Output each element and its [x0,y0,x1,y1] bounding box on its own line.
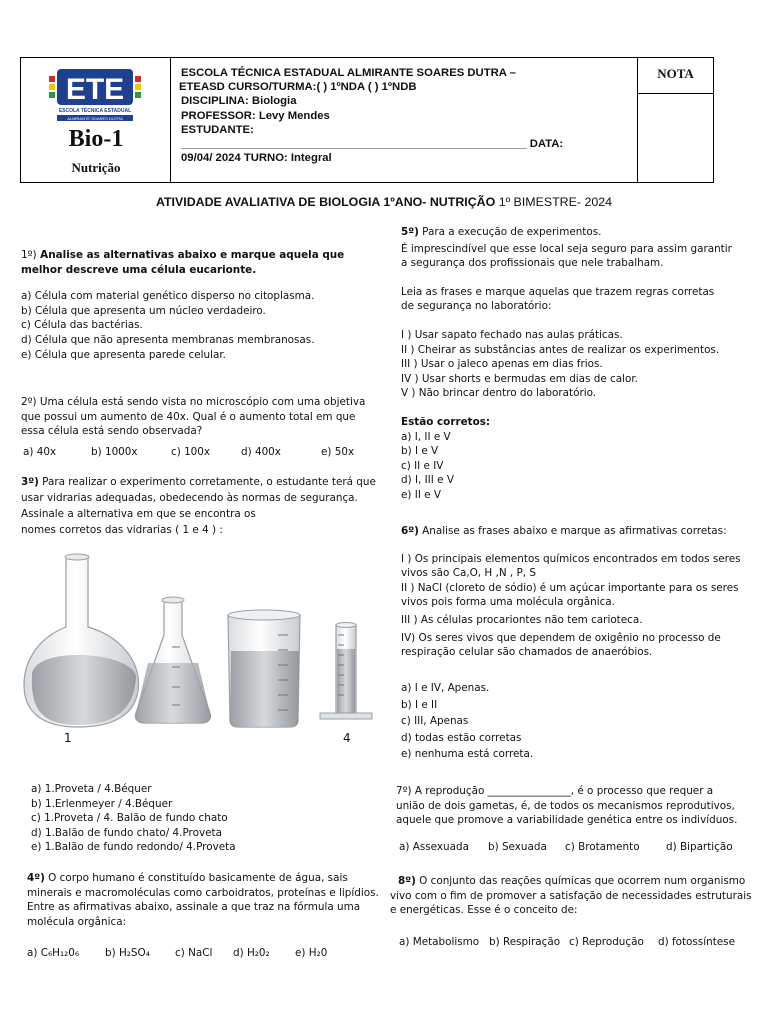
q5-item-5: V ) Não brincar dentro do laboratório. [401,387,597,400]
q2-options [23,445,354,460]
graduated-cylinder [320,623,372,720]
badge-subtitle: Nutrição [71,160,121,175]
q6-item-1-cont: vivos são Ca,O, H ,N , P, S [401,567,536,580]
q8-number: 8º) [398,875,416,887]
q5-item-2: II ) Cheirar as substâncias antes de realizar os experimentos. [401,343,720,356]
beaker [228,610,300,727]
ete-logo [45,66,145,122]
q8-options [399,935,735,950]
q7-option-b[interactable]: b) Sexuada [488,841,547,853]
logo-text: ETE [65,73,125,106]
nota-label: NOTA [638,58,713,94]
q7-stem-3: aquele que promove a variabilidade genética entre os indivíduos [396,814,735,827]
q6-item-4: IV) Os seres vivos que dependem de oxigênio no processo de [401,631,721,644]
question-1 [21,248,344,362]
title-bold: ATIVIDADE AVALIATIVA DE BIOLOGIA 1ºANO- NUTRIÇÃO [155,195,496,209]
q3-stem-4: nomes corretos das vidrarias ( 1 e 4 ) : [21,524,223,536]
q6-item-2: II ) NaCl (cloreto de sódio) é um açúcar importante para os seres [401,581,739,594]
q1-stem-2: melhor descreve uma célula eucarionte. [21,263,257,276]
turno-line: 09/04/ 2024 TURNO: Integral [181,152,332,165]
q4-option-c[interactable]: c) NaCl [175,947,213,959]
header-logo-cell [21,58,171,182]
q4-stem-1: O corpo humano é constituído basicamente de água, sais [44,872,348,884]
header-table [20,57,714,183]
round-bottom-flask [24,554,139,727]
q8-stem-1: O conjunto das reações químicas que ocorrem num organismo [415,875,746,887]
q7-stem-1: 7º) A reprodução ________________, é o processo que requer a [396,785,714,797]
glassware-illustration [22,545,376,730]
logo-caption: ALMIRANTE SOARES DUTRA [67,116,123,121]
q2-option-b[interactable]: b) 1000x [91,446,138,458]
question-2 [21,395,365,439]
q8-option-c[interactable]: c) Reprodução [569,936,644,948]
q3-stem-1: Para realizar o experimento corretamente, o estudante terá que [38,476,376,488]
q7-options [399,840,733,855]
q4-option-e[interactable]: e) H₂0 [295,947,328,959]
q6-item-1: I ) Os principais elementos químicos encontrados em todos seres [401,552,741,565]
question-5 [401,225,732,503]
q6-option-b[interactable]: b) I e II [401,698,438,711]
q5-stem-2: É imprescindível que esse local seja seguro para assim garantir [401,242,732,255]
q8-stem-3: e energéticas. Esse é o conceito de: [390,904,578,917]
q7-option-c[interactable]: c) Brotamento [565,841,640,853]
q6-stem: Analise as frases abaixo e marque as afirmativas corretas: [418,525,727,537]
q5-stem-3: a segurança dos profissionais que nele trabalham. [401,257,664,270]
q2-option-d[interactable]: d) 400x [241,446,281,458]
q4-stem-2: minerais e macromoléculas como carboidratos, proteínas e lipídios. [27,886,379,899]
q5-stem-4: Leia as frases e marque aquelas que trazem regras corretas [401,285,715,298]
q5-item-3: III ) Usar o jaleco apenas em dias frios. [401,358,603,371]
logo-subtext: ESCOLA TÉCNICA ESTADUAL [58,108,132,114]
q4-stem-3: Entre as afirmativas abaixo, assinale a que traz na fórmula uma [27,901,361,914]
q3-option-b[interactable]: b) 1.Erlenmeyer / 4.Béquer [31,797,173,810]
glassware-label-4: 4 [343,731,351,745]
q1-option-c[interactable]: c) Célula das bactérias. [21,319,143,332]
q6-item-3: III ) As células procariontes não tem carioteca. [401,613,643,626]
student-line: ESTUDANTE: [181,123,254,136]
q5-correct-label: Estão corretos: [401,415,491,428]
q3-stem-3: Assinale a alternativa em que se encontra os [21,508,256,520]
q6-item-2-cont: vivos pois forma uma molécula orgânica. [401,596,615,609]
q1-option-d[interactable]: d) Célula que não apresenta membranas membranosas. [21,333,315,346]
date-line: _______________________________________________________ DATA: [181,138,564,151]
q7-stem-2: união de dois gametas, é, de todos os mecanismos reprodutivos, [396,799,735,812]
question-6 [401,524,741,660]
q1-number: 1º) [21,249,37,261]
q5-option-a[interactable]: a) I, II e V [401,430,451,443]
question-3 [21,474,376,538]
q2-option-e[interactable]: e) 50x [321,446,355,458]
q2-stem-1: 2º) Uma célula está sendo vista no microscópio com uma objetiva [21,396,366,408]
q4-options [27,946,327,961]
glassware-label-1: 1 [64,731,72,745]
grade-cell [637,58,713,182]
q3-option-d[interactable]: d) 1.Balão de fundo chato/ 4.Proveta [31,826,222,839]
q7-stem-3-end: . [734,814,738,827]
q6-option-c[interactable]: c) III, Apenas [401,715,469,727]
q1-option-a[interactable]: a) Célula com material genético disperso no citoplasma. [21,290,315,303]
badge-title: Bio-1 [68,126,124,152]
question-8 [390,874,752,918]
q8-option-d[interactable]: d) fotossíntese [658,936,735,948]
discipline-line: DISCIPLINA: Biologia [181,95,297,108]
q5-stem-5: de segurança no laboratório: [401,300,552,313]
q3-number: 3º) [21,476,39,488]
q1-option-e[interactable]: e) Célula que apresenta parede celular. [21,348,226,361]
q4-option-d[interactable]: d) H₂0₂ [233,947,270,959]
teacher-line: PROFESSOR: Levy Mendes [181,109,330,122]
q6-item-4-cont: respiração celular são chamados de anaeróbios. [401,646,653,659]
q3-option-a[interactable]: a) 1.Proveta / 4.Béquer [31,783,152,795]
q5-stem-1: Para a execução de experimentos. [418,226,602,238]
q1-option-b[interactable]: b) Célula que apresenta um núcleo verdadeiro. [21,304,266,317]
q8-stem-2: vivo com o fim de promover a satisfação de necessidades estruturais [390,889,752,902]
q6-option-e[interactable]: e) nenhuma está correta. [401,748,534,760]
q1-stem-1: Analise as alternativas abaixo e marque aquela que [36,249,345,261]
school-info [181,66,563,165]
q5-option-d[interactable]: d) I, III e V [401,474,454,487]
q5-option-c[interactable]: c) II e IV [401,459,444,472]
q2-stem-2: que possui um aumento de 40x. Qual é o aumento total em que [21,410,356,423]
q3-option-c[interactable]: c) 1.Proveta / 4. Balão de fundo chato [31,812,228,825]
q4-option-b[interactable]: b) H₂SO₄ [105,947,150,959]
q6-number: 6º) [401,525,419,537]
school-line: ESCOLA TÉCNICA ESTADUAL ALMIRANTE SOARES DUTRA – [181,67,516,79]
q5-number: 5º) [401,226,419,238]
q7-option-d[interactable]: d) Bipartição [666,841,733,853]
q6-options [401,680,533,763]
question-4 [27,871,379,929]
q2-stem-3: essa célula está sendo observada? [21,425,203,438]
page-title [0,195,768,209]
q8-option-b[interactable]: b) Respiração [489,936,561,948]
q2-option-c[interactable]: c) 100x [171,446,211,458]
q4-option-a[interactable]: a) C₆H₁₂0₆ [27,947,80,959]
q3-stem-2: usar vidrarias adequadas, obedecendo às normas de segurança. [21,492,358,504]
erlenmeyer-flask [135,597,210,723]
q8-option-a[interactable]: a) Metabolismo [399,936,480,948]
q4-number: 4º) [27,872,45,884]
q3-option-e[interactable]: e) 1.Balão de fundo redondo/ 4.Proveta [31,841,236,854]
q6-option-a[interactable]: a) I e IV, Apenas. [401,682,490,694]
title-normal: 1º BIMESTRE- 2024 [495,195,613,209]
q5-option-e[interactable]: e) II e V [401,488,441,501]
q2-option-a[interactable]: a) 40x [23,446,57,458]
q3-options [31,782,236,855]
q5-option-b[interactable]: b) I e V [401,445,439,458]
q5-item-1: I ) Usar sapato fechado nas aulas práticas. [401,328,623,341]
q4-stem-4: molécula orgânica: [27,915,127,928]
q6-option-d[interactable]: d) todas estão corretas [401,731,522,744]
question-7 [396,784,737,828]
q5-item-4: IV ) Usar shorts e bermudas em dias de calor. [401,372,638,385]
class-line: ETEASD CURSO/TURMA:( ) 1ºNDA ( ) 1ºNDB [179,81,417,94]
q7-option-a[interactable]: a) Assexuada [399,841,469,853]
